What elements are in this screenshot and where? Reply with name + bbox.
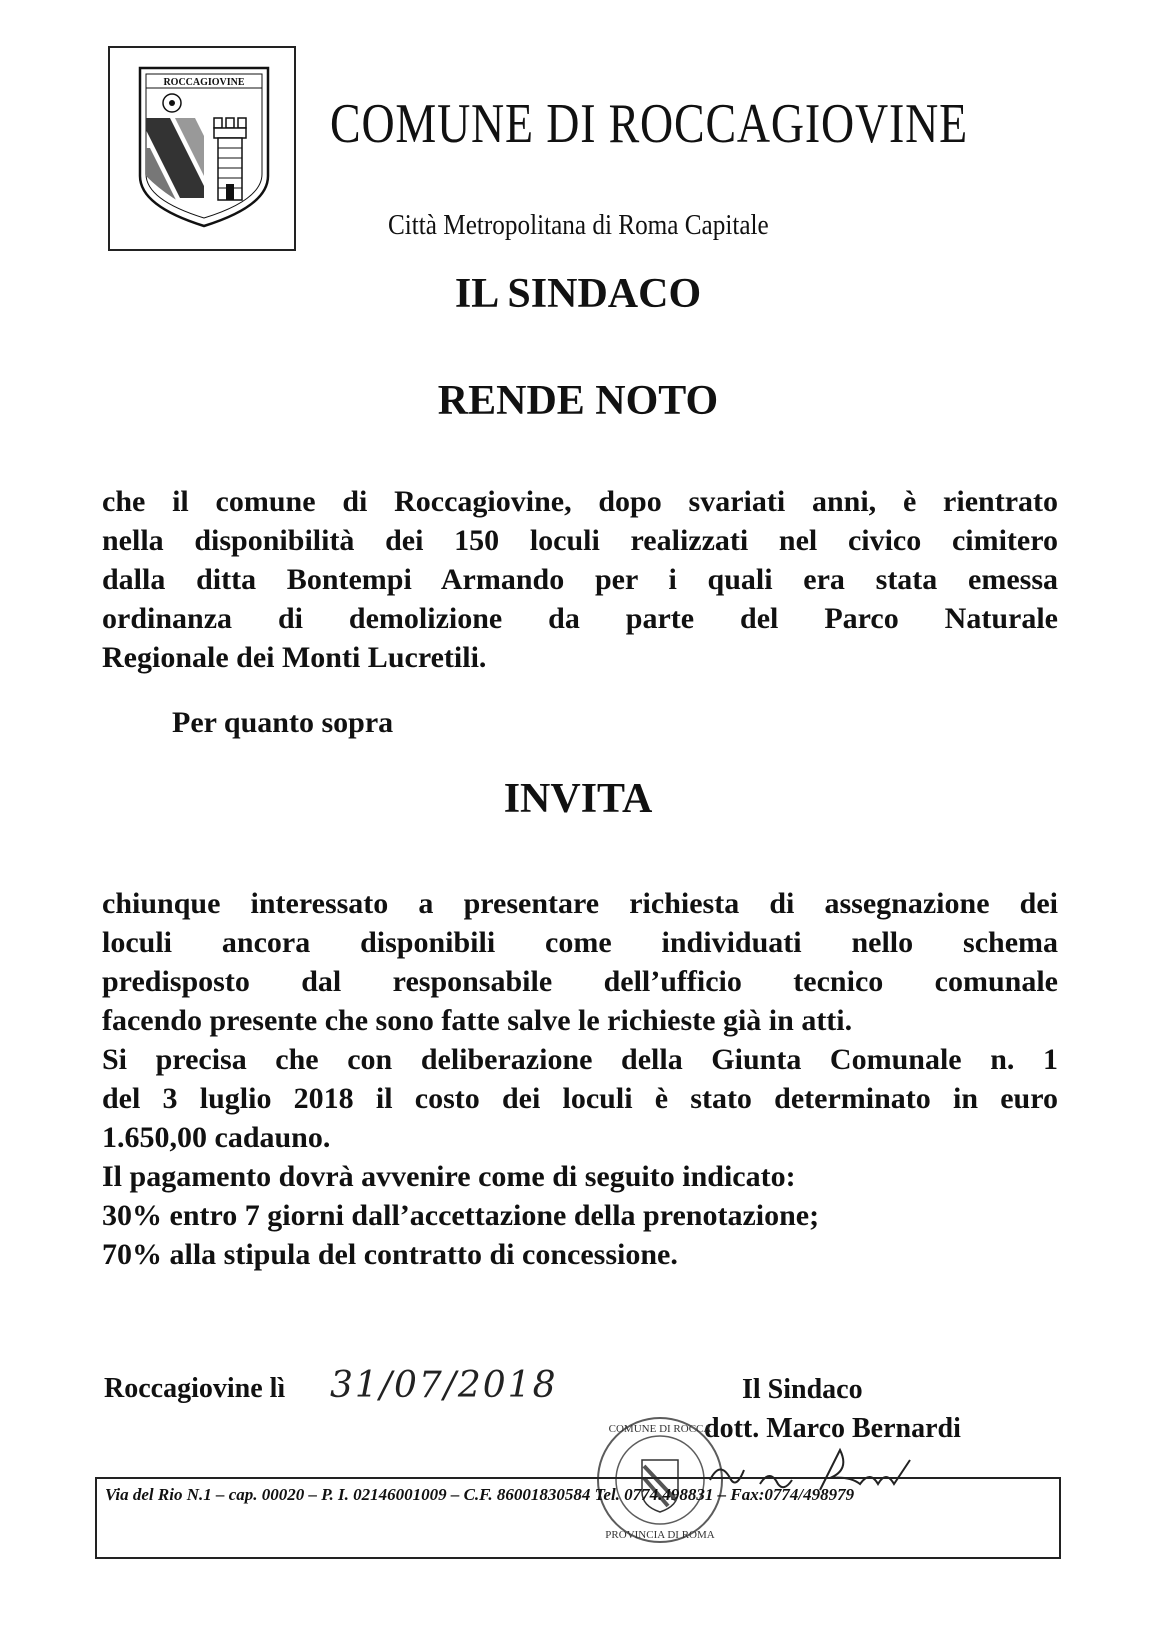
paragraph-line: che il comune di Roccagiovine, dopo svariati anni, è rientrato xyxy=(102,485,1058,518)
invitation-paragraph xyxy=(102,884,1058,1274)
paragraph-line: 30% entro 7 giorni dall’accettazione della prenotazione; xyxy=(102,1199,820,1232)
paragraph-line: predisposto dal responsabile dell’ufficio tecnico comunale xyxy=(102,965,1058,998)
per-quanto-sopra: Per quanto sopra xyxy=(172,706,394,739)
footer-contact-box xyxy=(95,1477,1061,1559)
heading-rende-noto: RENDE NOTO xyxy=(437,378,719,424)
paragraph-line: ordinanza di demolizione da parte del Parco Naturale xyxy=(102,602,1058,635)
paragraph-line: loculi ancora disponibili come individuati nello schema xyxy=(102,926,1058,959)
heading-il-sindaco: IL SINDACO xyxy=(454,271,702,317)
paragraph-line: Il pagamento dovrà avvenire come di seguito indicato: xyxy=(102,1160,796,1193)
handwritten-date: 31/07/2018 xyxy=(330,1365,558,1406)
svg-text:PROVINCIA DI ROMA: PROVINCIA DI ROMA xyxy=(605,1529,715,1541)
coat-of-arms-logo xyxy=(108,46,296,251)
paragraph-line: Regionale dei Monti Lucretili. xyxy=(102,641,487,674)
paragraph-line: 1.650,00 cadauno. xyxy=(102,1121,331,1154)
heading-invita: INVITA xyxy=(503,776,653,822)
paragraph-line: Si precisa che con deliberazione della Giunta Comunale n. 1 xyxy=(102,1043,1058,1076)
footer-contact-text: Via del Rio N.1 – cap. 00020 – P. I. 02146001009 – C.F. 86001830584 Tel. 0774.498831 – Fax:0774/498979 xyxy=(105,1485,855,1504)
paragraph-line: nella disponibilità dei 150 loculi realizzati nel civico cimitero xyxy=(102,524,1058,557)
paragraph-line: 70% alla stipula del contratto di concessione. xyxy=(102,1238,678,1271)
municipality-subtitle: Città Metropolitana di Roma Capitale xyxy=(388,210,769,241)
announcement-paragraph xyxy=(102,482,1058,677)
svg-text:ROCCAGIOVINE: ROCCAGIOVINE xyxy=(163,77,245,88)
paragraph-line: chiunque interessato a presentare richiesta di assegnazione dei xyxy=(102,887,1058,920)
signatory-name: dott. Marco Bernardi xyxy=(704,1413,961,1444)
svg-text:COMUNE DI ROCCA: COMUNE DI ROCCA xyxy=(608,1423,712,1435)
paragraph-line: dalla ditta Bontempi Armando per i quali era stata emessa xyxy=(102,563,1058,596)
paragraph-line: facendo presente che sono fatte salve le richieste già in atti. xyxy=(102,1004,853,1037)
signatory-role: Il Sindaco xyxy=(742,1374,863,1405)
paragraph-line: del 3 luglio 2018 il costo dei loculi è stato determinato in euro xyxy=(102,1082,1058,1115)
municipality-title: COMUNE DI ROCCAGIOVINE xyxy=(330,93,968,155)
signature-place: Roccagiovine lì xyxy=(104,1373,286,1404)
